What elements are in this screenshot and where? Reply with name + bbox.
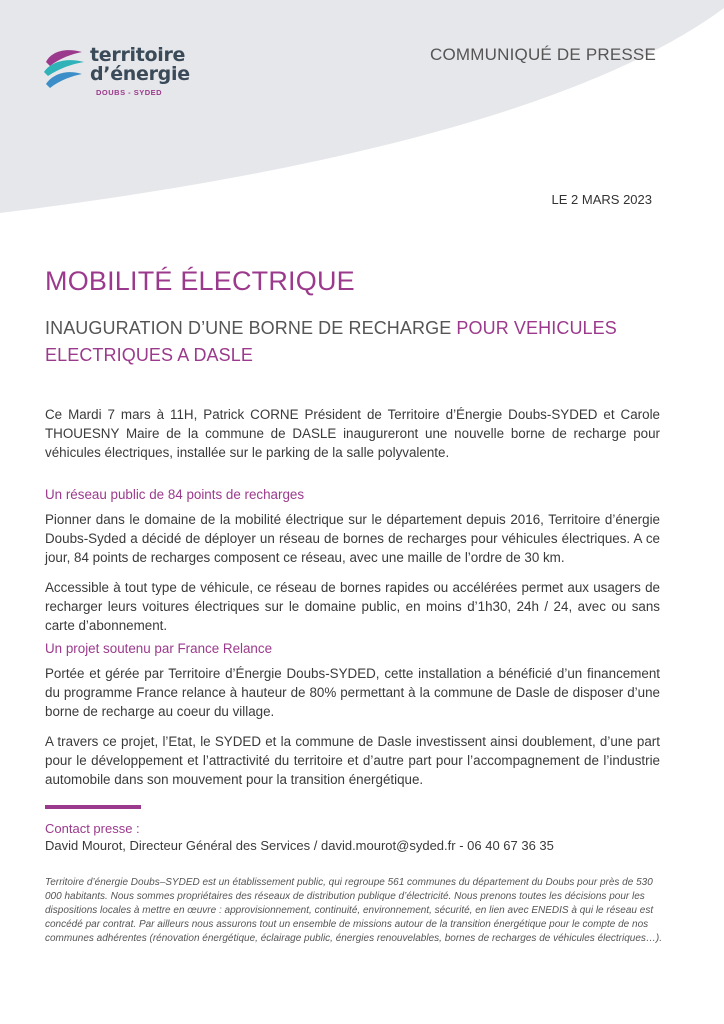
logo-mark-icon bbox=[42, 46, 86, 90]
logo-subtitle: DOUBS - SYDED bbox=[96, 88, 163, 97]
contact-detail: David Mourot, Directeur Général des Services / david.mourot@syded.fr - 06 40 67 36 35 bbox=[45, 838, 554, 853]
contact-divider bbox=[45, 805, 141, 809]
header-background bbox=[0, 0, 724, 220]
page-title: MOBILITÉ ÉLECTRIQUE bbox=[45, 266, 355, 296]
paragraph-network-2: Accessible à tout type de véhicule, ce réseau de bornes rapides ou accélérées permet aux usagers de recharger leurs voitures électriques sur le domaine public, en moins d’1h30, 24h / 24, avec ou sans carte d’abonnement. bbox=[45, 580, 660, 633]
press-release-label: COMMUNIQUÉ DE PRESSE bbox=[430, 45, 656, 64]
logo-text-line1: territoire bbox=[90, 44, 186, 66]
release-date: LE 2 MARS 2023 bbox=[551, 192, 652, 207]
paragraph-network-1: Pionner dans le domaine de la mobilité électrique sur le département depuis 2016, Territoire d’énergie Doubs-Syded a décidé de déployer un réseau de bornes de recharges pour véhicules électriques. A ce jour, 84 points de recharges composent ce réseau, avec une maille de l’ordre de 30 km. bbox=[45, 512, 660, 565]
logo bbox=[42, 44, 202, 104]
section-heading-network: Un réseau public de 84 points de recharges bbox=[45, 487, 305, 502]
contact-label: Contact presse : bbox=[45, 821, 140, 836]
subtitle-part1: INAUGURATION D’UNE BORNE DE RECHARGE bbox=[45, 318, 457, 338]
paragraph-relance-1: Portée et gérée par Territoire d’Énergie Doubs-SYDED, cette installation a bénéficié d’un financement du programme France relance à hauteur de 80% permettant à la commune de Dasle de disposer d’une borne de recharge au coeur du village. bbox=[45, 666, 660, 719]
logo-text-line2: d’énergie bbox=[90, 63, 190, 85]
section-heading-relance: Un projet soutenu par France Relance bbox=[45, 641, 273, 656]
paragraph-relance-2: A travers ce projet, l’Etat, le SYDED et la commune de Dasle investissent ainsi doublement, d’une part pour le développement et l’attractivité du territoire et d’autre part pour l’accompagnement de l’industrie automobile dans son mouvement pour la transition énergétique. bbox=[45, 734, 660, 787]
intro-paragraph: Ce Mardi 7 mars à 11H, Patrick CORNE Président de Territoire d’Énergie Doubs-SYDED et Carole THOUESNY Maire de la commune de DASLE inaugureront une nouvelle borne de recharge pour véhicules électriques, installée sur le parking de la salle polyvalente. bbox=[45, 407, 660, 460]
page-subtitle bbox=[45, 315, 675, 369]
article-body bbox=[45, 405, 660, 800]
footer-note: Territoire d’énergie Doubs–SYDED est un établissement public, qui regroupe 561 communes du département du Doubs pour près de 530 000 habitants. Nous sommes propriétaires des réseaux de distribution publique d’électricité. Nous prenons toutes les décisions pour les dispositions locales à mettre en œuvre : approvisionnement, continuité, environnement, sécurité, en lien avec ENEDIS à qui le réseau est concédé par contrat. Par ailleurs nous assurons tout un ensemble de missions autour de la transition énergétique pour le compte de nos communes adhérentes (rénovation énergétique, éclairage public, énergies renouvelables, bornes de recharges de véhicules électriques…). bbox=[45, 877, 663, 944]
subtitle-part2: POUR VEHICULES ELECTRIQUES A DASLE bbox=[45, 318, 617, 365]
